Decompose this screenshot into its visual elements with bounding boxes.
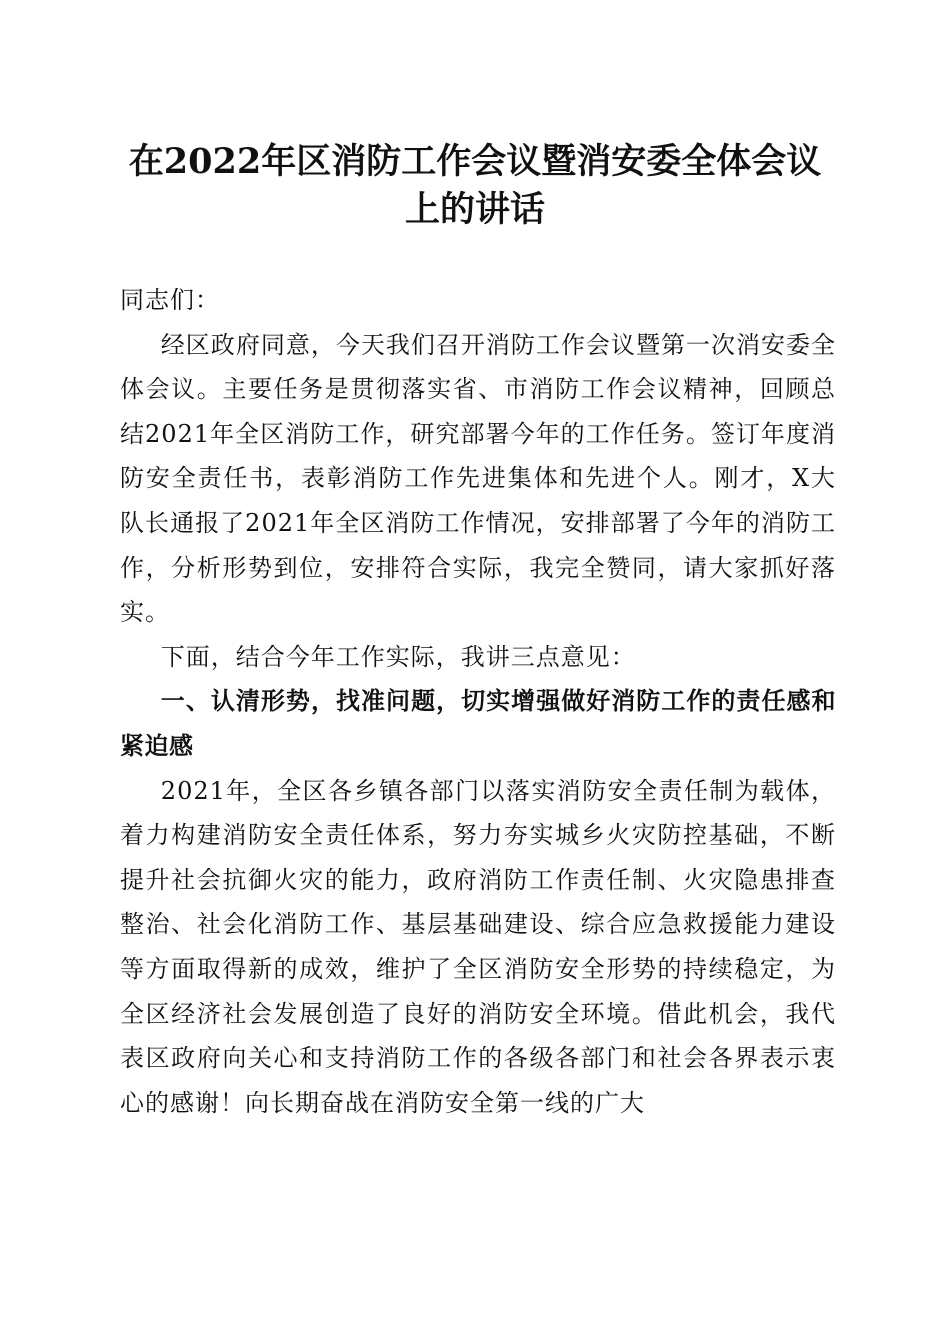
title-line-1: 在2022年区消防工作会议暨消安委全体会议 xyxy=(128,141,822,182)
paragraph-1: 经区政府同意，今天我们召开消防工作会议暨第一次消安委全体会议。主要任务是贯彻落实省、市消防工作会议精神，回顾总结2021年全区消防工作，研究部署今年的工作任务。签订年度消防安全责任书，表彰消防工作先进集体和先进个人。刚才，X大队长通报了2021年全区消防工作情况，安排部署了今年的消防工作，分析形势到位，安排符合实际，我完全赞同，请大家抓好落实。 xyxy=(120,330,836,627)
title-line-2: 上的讲话 xyxy=(404,189,545,230)
document-title xyxy=(100,138,850,234)
salutation: 同志们： xyxy=(120,286,220,314)
paragraph-3: 2021年，全区各乡镇各部门以落实消防安全责任制为载体，着力构建消防安全责任体系，努力夯实城乡火灾防控基础，不断提升社会抗御火灾的能力，政府消防工作责任制、火灾隐患排查整治、社会化消防工作、基层基础建设、综合应急救援能力建设等方面取得新的成效，维护了全区消防安全形势的持续稳定，为全区经济社会发展创造了良好的消防安全环境。借此机会，我代表区政府向关心和支持消防工作的各级各部门和社会各界表示衷心的感谢！向长期奋战在消防安全第一线的广大 xyxy=(120,776,836,1117)
document-body xyxy=(120,278,836,1125)
paragraph-2: 下面，结合今年工作实际，我讲三点意见： xyxy=(160,642,636,671)
section-heading-1: 一、认清形势，找准问题，切实增强做好消防工作的责任感和紧迫感 xyxy=(120,687,836,760)
